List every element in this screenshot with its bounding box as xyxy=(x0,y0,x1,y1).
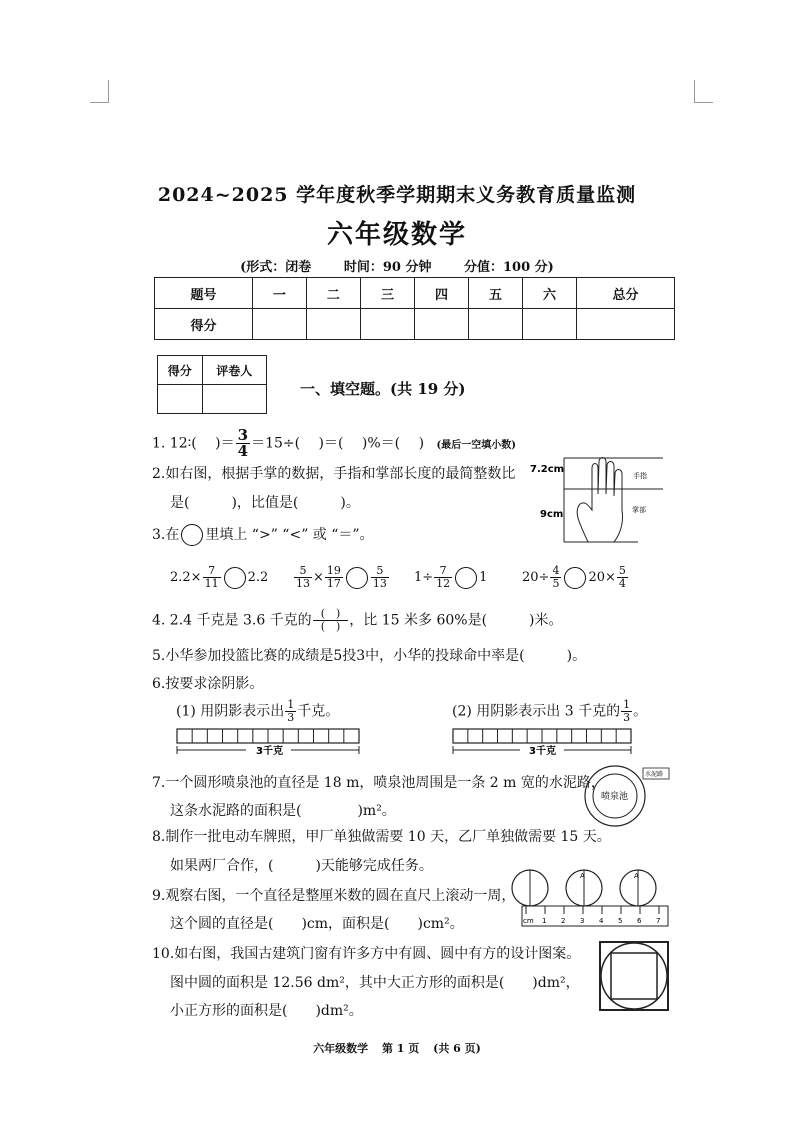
answer-circle[interactable] xyxy=(346,567,368,589)
q6-p1-text: 千克。 xyxy=(297,703,340,720)
expr-text: 2.2× xyxy=(170,570,202,585)
q1-part-b: ＝15÷( )＝( )%＝( ) xyxy=(251,435,425,452)
fraction-numerator: 5 xyxy=(294,565,312,578)
square-circle-figure xyxy=(598,940,670,1012)
ruler-label: cm xyxy=(523,917,534,925)
fraction-denominator: 13 xyxy=(372,577,387,590)
grader-table xyxy=(157,355,267,414)
exam-score-value: 分值：100 分) xyxy=(464,260,554,275)
question-10-line-2: 图中圆的面积是 12.56 dm²，其中大正方形的面积是( )dm²， xyxy=(170,975,580,991)
expr-fraction xyxy=(203,565,221,590)
fraction-numerator: 4 xyxy=(552,564,560,577)
fraction-denominator: 13 xyxy=(296,577,310,590)
q6-bar-1[interactable] xyxy=(176,728,361,760)
subject-title: 六年级数学 xyxy=(326,220,467,250)
question-3 xyxy=(152,524,374,546)
q6-p1-text: (1) 用阴影表示出 xyxy=(176,703,285,720)
expr-fraction xyxy=(294,565,312,590)
fraction-denominator: 5 xyxy=(552,577,560,590)
fraction-denominator: 4 xyxy=(618,577,626,590)
fraction-numerator: 5 xyxy=(618,564,626,577)
fraction-numerator: 3 xyxy=(237,426,249,444)
hand-figure xyxy=(528,454,668,546)
fraction-numerator: 19 xyxy=(326,564,341,577)
fraction-numerator: 1 xyxy=(287,698,295,711)
question-10-line-1: 10.如右图，我国古建筑门窗有许多方中有圆、圆中有方的设计图案。 xyxy=(152,946,581,962)
q6-bar-label: 3千克 xyxy=(529,746,556,757)
point-a-label: A xyxy=(634,872,639,880)
ruler-label: 5 xyxy=(618,917,623,925)
question-9-line-1: 9.观察右图，一个直径是整厘米数的圆在直尺上滚动一周， xyxy=(152,888,516,904)
fountain-label: 喷泉池 xyxy=(601,792,629,802)
expr-fraction xyxy=(325,565,343,590)
fraction-numerator: 1 xyxy=(623,698,631,711)
q6-p2-text: 。 xyxy=(633,703,648,720)
q6-p2-fraction xyxy=(621,699,632,724)
score-table xyxy=(154,277,675,340)
expr-fraction xyxy=(617,565,628,590)
grader-label: 评卷人 xyxy=(202,356,266,385)
exam-form: (形式：闭卷 xyxy=(240,260,312,275)
score-cell: 六 xyxy=(523,278,577,309)
fraction-denominator: 17 xyxy=(326,577,341,590)
answer-circle[interactable] xyxy=(224,567,246,589)
score-input-cell[interactable] xyxy=(469,309,523,340)
fraction-denominator: 11 xyxy=(204,577,219,590)
fraction-numerator: 7 xyxy=(434,565,452,578)
ruler-figure xyxy=(510,862,670,930)
fraction-denominator: 12 xyxy=(436,577,451,590)
fraction-numerator: 7 xyxy=(203,565,221,578)
score-input-cell[interactable] xyxy=(577,309,675,340)
ruler-label: 1 xyxy=(542,917,547,925)
q3-part-b: 里填上 “>” “<” 或 “＝”。 xyxy=(205,527,374,543)
score-row-label: 得分 xyxy=(155,309,253,340)
q6-part-2 xyxy=(452,699,647,724)
q4-part-b: ，比 15 米多 60%是( )米。 xyxy=(349,612,563,629)
score-cell: 题号 xyxy=(155,278,253,309)
expr-text: × xyxy=(313,570,324,585)
fraction-numerator: 5 xyxy=(371,565,389,578)
page-footer xyxy=(0,1040,794,1056)
exam-meta xyxy=(0,256,794,275)
footer-total: (共 6 页) xyxy=(433,1042,481,1055)
ruler-label: 6 xyxy=(637,917,642,925)
question-7-line-1: 7.一个圆形喷泉池的直径是 18 m，喷泉池周围是一条 2 m 宽的水泥路， xyxy=(152,775,605,791)
q3-expr-4 xyxy=(522,565,629,590)
point-a-label: A xyxy=(580,872,585,880)
expr-text: 20÷ xyxy=(522,570,550,585)
fraction-denominator: 3 xyxy=(287,711,295,724)
grader-score-label: 得分 xyxy=(158,356,203,385)
score-input-cell[interactable] xyxy=(523,309,577,340)
score-cell: 总分 xyxy=(577,278,675,309)
score-input-cell[interactable] xyxy=(360,309,414,340)
score-table-score-row xyxy=(155,309,675,340)
question-4 xyxy=(152,608,563,633)
question-6-title: 6.按要求涂阴影。 xyxy=(152,676,264,692)
grader-name-input[interactable] xyxy=(202,385,266,414)
expr-text: 1 xyxy=(479,570,488,585)
fraction-denominator: 4 xyxy=(237,442,249,460)
q6-bar-label: 3千克 xyxy=(256,746,283,757)
hand-finger-label: 手指 xyxy=(633,472,647,480)
question-5: 5.小华参加投篮比赛的成绩是5投3中，小华的投球命中率是( )。 xyxy=(152,648,587,664)
question-8-line-1: 8.制作一批电动车牌照，甲厂单独做需要 10 天，乙厂单独做需要 15 天。 xyxy=(152,829,611,845)
hand-bottom-measure: 9cm xyxy=(540,509,564,520)
q3-expr-1 xyxy=(170,565,268,590)
q6-part-1 xyxy=(176,699,339,724)
question-2-line-2: 是( )，比值是( )。 xyxy=(170,495,360,511)
hand-top-measure: 7.2cm xyxy=(530,464,565,475)
question-7-line-2: 这条水泥路的面积是( )m²。 xyxy=(170,803,396,819)
question-2-line-1: 2.如右图，根据手掌的数据，手指和掌部长度的最简整数比 xyxy=(152,466,516,482)
answer-circle[interactable] xyxy=(455,567,477,589)
fraction-denominator: 3 xyxy=(623,711,631,724)
question-1 xyxy=(152,428,516,459)
expr-text: 20× xyxy=(588,570,616,585)
question-10-line-3: 小正方形的面积是( )dm²。 xyxy=(170,1003,363,1019)
ruler-label: 3 xyxy=(580,917,585,925)
score-cell: 三 xyxy=(360,278,414,309)
ruler-label: 4 xyxy=(599,917,604,925)
score-table-header-row xyxy=(155,278,675,309)
question-9-line-2: 这个圆的直径是( )cm，面积是( )cm²。 xyxy=(170,916,464,932)
blank-circle-icon xyxy=(181,524,203,546)
q4-blank-fraction[interactable]: $\frac{( )}{( )}$ xyxy=(313,608,349,633)
score-cell: 四 xyxy=(414,278,468,309)
score-cell: 五 xyxy=(469,278,523,309)
expr-fraction xyxy=(434,565,452,590)
q1-note: (最后一空填小数) xyxy=(436,439,516,451)
exam-title: 2024~2025 学年度秋季学期期末义务教育质量监测 xyxy=(157,184,637,206)
footer-subject: 六年级数学 xyxy=(313,1042,369,1055)
ruler-label: 2 xyxy=(561,917,566,925)
q3-expr-2 xyxy=(293,565,390,590)
q1-fraction xyxy=(236,428,250,459)
crop-mark-left xyxy=(90,80,109,103)
footer-page: 第 1 页 xyxy=(381,1042,420,1055)
q1-part-a: 1. 12∶( )＝ xyxy=(152,435,235,452)
question-8-line-2: 如果两厂合作，( )天能够完成任务。 xyxy=(170,858,433,874)
exam-time: 时间：90 分钟 xyxy=(343,260,432,275)
expr-text: 2.2 xyxy=(247,570,269,585)
q6-p1-fraction xyxy=(285,699,296,724)
crop-mark-right xyxy=(694,80,713,103)
score-input-cell[interactable] xyxy=(306,309,360,340)
q3-expr-3 xyxy=(414,565,487,590)
q4-part-a: 4. 2.4 千克是 3.6 千克的 xyxy=(152,612,312,629)
score-input-cell[interactable] xyxy=(252,309,306,340)
score-cell: 二 xyxy=(306,278,360,309)
grader-score-input[interactable] xyxy=(158,385,203,414)
road-tag: 水泥路 xyxy=(645,771,664,778)
answer-circle[interactable] xyxy=(564,567,586,589)
expr-fraction xyxy=(371,565,389,590)
section-title: 一、填空题。(共 19 分) xyxy=(300,380,466,398)
score-input-cell[interactable] xyxy=(414,309,468,340)
fountain-figure xyxy=(575,764,675,828)
q6-p2-text: (2) 用阴影表示出 3 千克的 xyxy=(452,703,621,720)
score-cell: 一 xyxy=(252,278,306,309)
expr-text: 1÷ xyxy=(414,570,434,585)
q3-part-a: 3.在 xyxy=(152,527,180,543)
q6-bar-2[interactable] xyxy=(452,728,637,760)
expr-fraction xyxy=(550,565,561,590)
hand-palm-label: 掌部 xyxy=(632,506,646,514)
ruler-label: 7 xyxy=(656,917,661,925)
